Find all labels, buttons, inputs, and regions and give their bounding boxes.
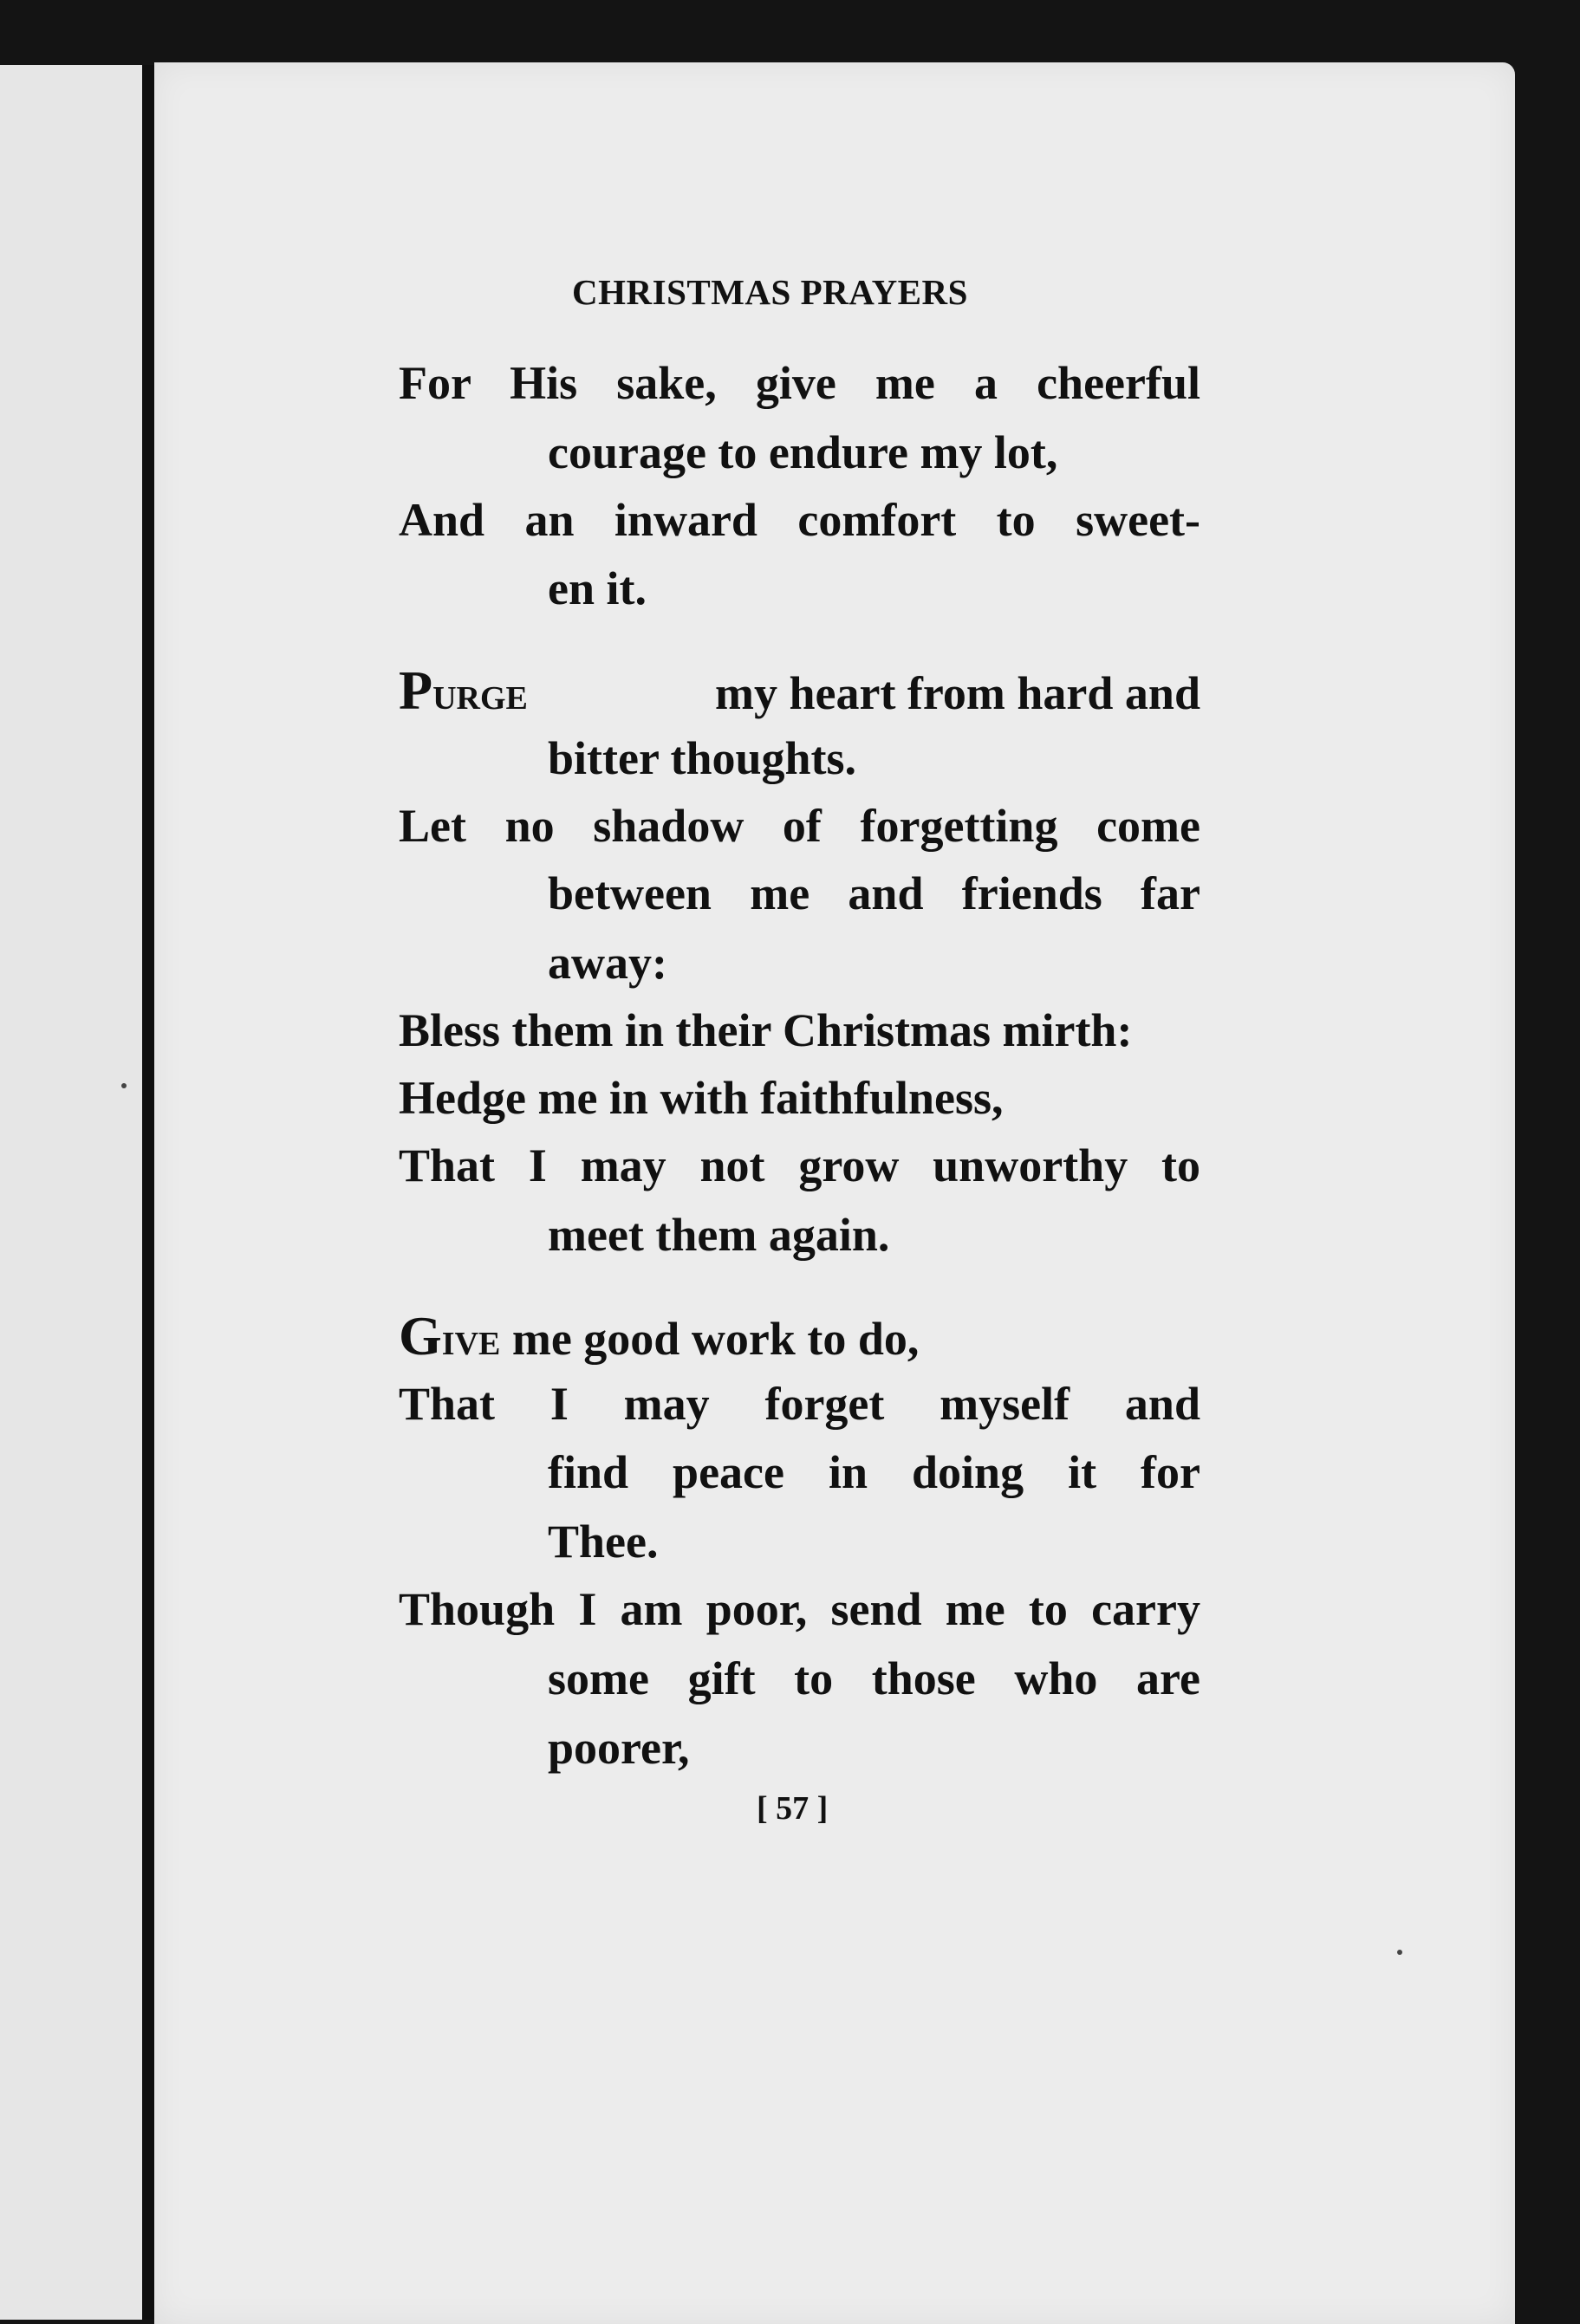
poem-line: find peace in doing it for [548,1446,1200,1498]
poem-line: meet them again. [548,1209,890,1261]
poem-line: en it. [548,562,647,614]
page-number: [ 57 ] [757,1790,829,1827]
drop-cap: P [399,659,433,721]
running-head: CHRISTMAS PRAYERS [572,272,968,312]
poem-line: between me and friends far [548,867,1200,919]
small-caps-word: ive [441,1313,501,1365]
poem-line: away: [548,937,667,989]
poem-line: Let no shadow of forgetting come [399,800,1200,852]
poem-line: poorer, [548,1722,690,1774]
poem-line: bitter thoughts. [548,732,857,784]
small-caps-word: urge [432,667,528,719]
poem-line-rest: my heart from hard and [703,667,1200,719]
poem-line: Thee. [548,1516,659,1568]
poem-line: And an inward comfort to sweet- [399,494,1200,546]
poem-line: some gift to those who are [548,1652,1200,1704]
poem-line: That I may not grow unworthy to [399,1139,1200,1191]
drop-cap: G [399,1305,442,1366]
dust-speck [121,1083,127,1088]
opening-word [399,1305,501,1366]
dust-speck [1397,1950,1402,1955]
poem-line: Hedge me in with faithfulness, [399,1072,1004,1124]
poem-line: For His sake, give me a cheerful [399,357,1200,409]
poem-line: courage to endure my lot, [548,426,1058,478]
stanza-opening-line [399,1305,1200,1366]
stanza-opening-line [399,659,1200,721]
facing-page-edge [0,65,142,2320]
poem-line: Bless them in their Christmas mirth: [399,1004,1133,1056]
opening-word [399,659,528,721]
poem-line: Though I am poor, send me to carry [399,1583,1200,1635]
poem-line: That I may forget myself and [399,1378,1200,1430]
poem-line-rest: me good work to do, [500,1313,920,1365]
